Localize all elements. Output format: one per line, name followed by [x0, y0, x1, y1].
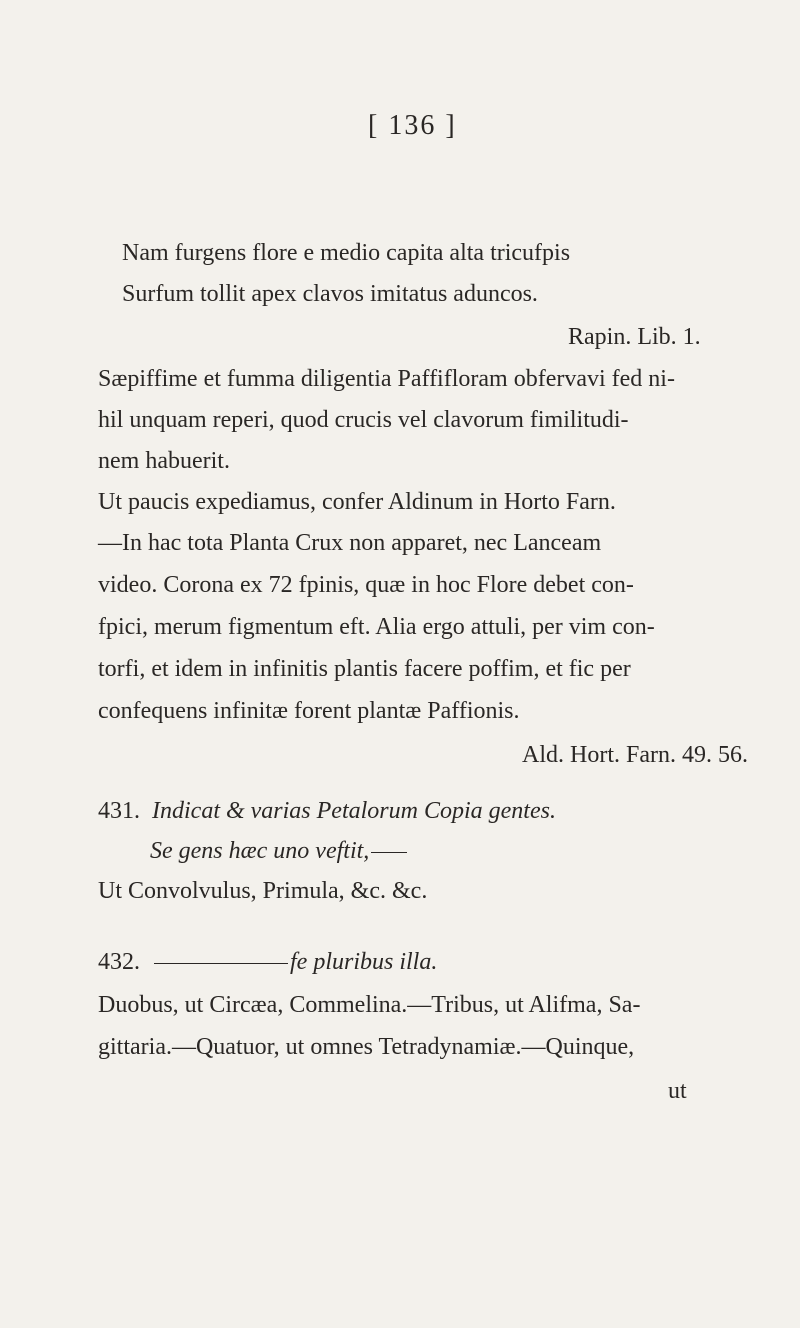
note-431-text: Ut Convolvulus, Primula, &c. &c. — [98, 878, 428, 904]
note-432-line-1: Duobus, ut Circæa, Commelina.—Tribus, ut Alifma, Sa- — [98, 992, 641, 1018]
paragraph1-line-2: hil unquam reperi, quod crucis vel clavorum fimilitudi- — [98, 407, 629, 433]
paragraph2-line-1: Ut paucis expediamus, confer Aldinum in Horto Farn. — [98, 489, 616, 515]
quote-source: Rapin. Lib. 1. — [568, 324, 701, 350]
em-dash-rule — [371, 852, 407, 853]
quote-line-1: Nam furgens flore e medio capita alta tricufpis — [122, 240, 571, 266]
paragraph2-line-4: fpici, merum figmentum eft. Alia ergo attuli, per vim con- — [98, 614, 655, 640]
note-432-title: fe pluribus illa. — [290, 949, 438, 975]
note-432-number: 432. — [98, 949, 140, 975]
paragraph2-line-2: —In hac tota Planta Crux non apparet, nec Lanceam — [98, 530, 602, 556]
paragraph2-line-6: confequens infinitæ forent plantæ Paffionis. — [98, 698, 520, 724]
paragraph1-line-3: nem habuerit. — [98, 448, 230, 474]
note-432-line-2: gittaria.—Quatuor, ut omnes Tetradynamiæ.—Quinque, — [98, 1034, 635, 1060]
note-431-subline-row — [150, 836, 409, 866]
note-431-subline: Se gens hæc uno veftit, — [150, 838, 370, 864]
note-432-heading — [98, 947, 437, 977]
paragraph1-line-1: Sæpiffime et fumma diligentia Paffifloram obfervavi fed ni- — [98, 366, 675, 392]
note-431-heading — [98, 796, 556, 826]
note-431-title: Indicat & varias Petalorum Copia gentes. — [152, 798, 556, 824]
page-number-header: [ 136 ] — [368, 110, 457, 141]
catchword: ut — [668, 1078, 687, 1104]
paragraph2-line-5: torfi, et idem in infinitis plantis facere poffim, et fic per — [98, 656, 631, 682]
paragraph2-line-3: video. Corona ex 72 fpinis, quæ in hoc Flore debet con- — [98, 572, 634, 598]
em-dash-rule — [154, 963, 288, 964]
note-431-number: 431. — [98, 798, 140, 824]
quote-line-2: Surfum tollit apex clavos imitatus aduncos. — [122, 281, 538, 307]
paragraph2-source: Ald. Hort. Farn. 49. 56. — [522, 742, 748, 768]
